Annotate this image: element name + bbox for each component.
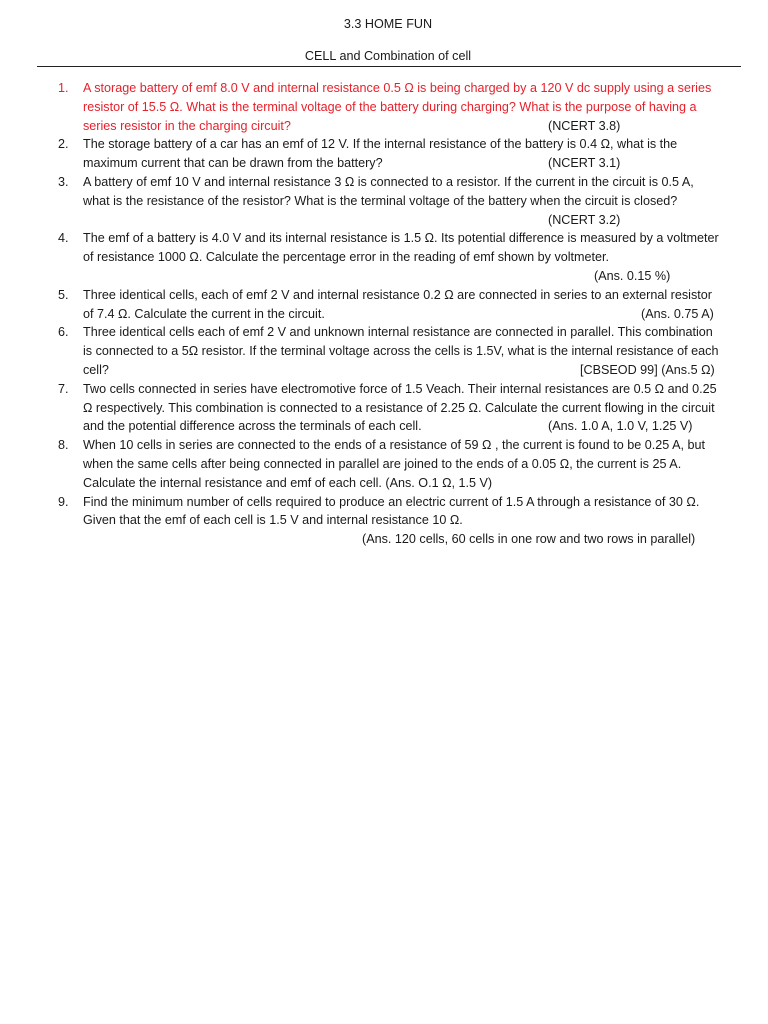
question-text-line xyxy=(83,117,743,136)
question-item-1 xyxy=(0,79,768,135)
question-text-line: resistor of 15.5 Ω. What is the terminal voltage of the battery during charging? What is the purpose of having a xyxy=(83,99,697,114)
question-reference: (NCERT 3.8) xyxy=(548,118,621,133)
question-text-line-text: of 7.4 Ω. Calculate the current in the circuit. xyxy=(83,306,325,321)
question-number: 1. xyxy=(58,81,69,95)
question-item-4 xyxy=(0,229,768,285)
page-title: 3.3 HOME FUN xyxy=(343,17,433,31)
question-text-line: Given that the emf of each cell is 1.5 V and internal resistance 10 Ω. xyxy=(83,513,463,528)
question-item-9 xyxy=(0,493,768,549)
question-text-line: The emf of a battery is 4.0 V and its internal resistance is 1.5 Ω. Its potential difference is measured by a voltmeter xyxy=(83,231,719,246)
question-reference: (Ans. 0.15 %) xyxy=(594,268,671,283)
question-text-line: is connected to a 5Ω resistor. If the terminal voltage across the cells is 1.5V, what is the internal resistance of each xyxy=(83,344,719,359)
question-reference: (NCERT 3.1) xyxy=(548,156,621,171)
question-text-line: what is the resistance of the resistor? What is the terminal voltage of the battery when the circuit is closed? xyxy=(83,193,678,208)
question-text-line: A storage battery of emf 8.0 V and internal resistance 0.5 Ω is being charged by a 120 V dc supply using a series xyxy=(83,81,712,95)
question-text-line: A battery of emf 10 V and internal resistance 3 Ω is connected to a resistor. If the current in the circuit is 0.5 A, xyxy=(83,174,694,189)
question-text-line: Three identical cells, each of emf 2 V and internal resistance 0.2 Ω are connected in series to an external resistor xyxy=(83,287,712,302)
question-text-line: Three identical cells each of emf 2 V and unknown internal resistance are connected in parallel. This combination xyxy=(83,325,713,340)
question-number: 2. xyxy=(58,137,69,152)
question-text-line: Ω respectively. This combination is connected to a resistance of 2.25 Ω. Calculate the current flowing in the circuit xyxy=(83,400,715,415)
header-divider xyxy=(37,66,741,67)
question-text-line: When 10 cells in series are connected to the ends of a resistance of 59 Ω , the current is found to be 0.25 A, but xyxy=(83,438,705,453)
question-text-line: Calculate the internal resistance and emf of each cell. (Ans. O.1 Ω, 1.5 V) xyxy=(83,475,493,490)
question-text-line: when the same cells after being connected in parallel are joined to the ends of a 0.05 Ω, the current is 25 A. xyxy=(83,456,682,471)
question-text-line-text: cell? xyxy=(83,362,109,377)
question-reference-line xyxy=(83,267,743,286)
question-item-7 xyxy=(0,380,768,436)
question-text-line-text: and the potential difference across the terminals of each cell. xyxy=(83,419,422,434)
question-text-line-text: maximum current that can be drawn from the battery? xyxy=(83,156,383,171)
question-item-6 xyxy=(0,323,768,379)
question-text-line-text: series resistor in the charging circuit? xyxy=(83,118,291,133)
question-reference-line xyxy=(83,530,743,549)
question-item-8 xyxy=(0,436,768,492)
question-number: 6. xyxy=(58,325,69,340)
question-number: 5. xyxy=(58,287,69,302)
question-item-5 xyxy=(0,286,768,324)
question-text-line xyxy=(83,361,743,380)
question-text-line: Find the minimum number of cells required to produce an electric current of 1.5 A through a resistance of 30 Ω. xyxy=(83,494,700,509)
question-reference: (NCERT 3.2) xyxy=(548,212,621,227)
question-item-2 xyxy=(0,135,768,173)
question-reference: [CBSEOD 99] (Ans.5 Ω) xyxy=(580,362,715,377)
question-reference-line xyxy=(83,211,743,230)
page-subtitle: CELL and Combination of cell xyxy=(304,49,472,63)
question-item-3 xyxy=(0,173,768,229)
question-reference: (Ans. 1.0 A, 1.0 V, 1.25 V) xyxy=(548,419,693,434)
question-number: 3. xyxy=(58,174,69,189)
question-text-line: The storage battery of a car has an emf of 12 V. If the internal resistance of the battery is 0.4 Ω, what is the xyxy=(83,137,678,152)
question-reference: (Ans. 0.75 A) xyxy=(641,306,714,321)
question-number: 8. xyxy=(58,438,69,453)
question-text-line xyxy=(83,305,743,324)
question-text-line xyxy=(83,417,743,436)
question-text-line: of resistance 1000 Ω. Calculate the percentage error in the reading of emf shown by voltmeter. xyxy=(83,250,610,265)
question-text-line xyxy=(83,154,743,173)
question-reference: (Ans. 120 cells, 60 cells in one row and two rows in parallel) xyxy=(362,532,696,547)
question-number: 7. xyxy=(58,381,69,396)
question-list xyxy=(0,79,768,549)
question-number: 4. xyxy=(58,231,69,246)
question-text-line: Two cells connected in series have electromotive force of 1.5 Veach. Their internal resistances are 0.5 Ω and 0.25 xyxy=(83,381,717,396)
question-number: 9. xyxy=(58,494,69,509)
